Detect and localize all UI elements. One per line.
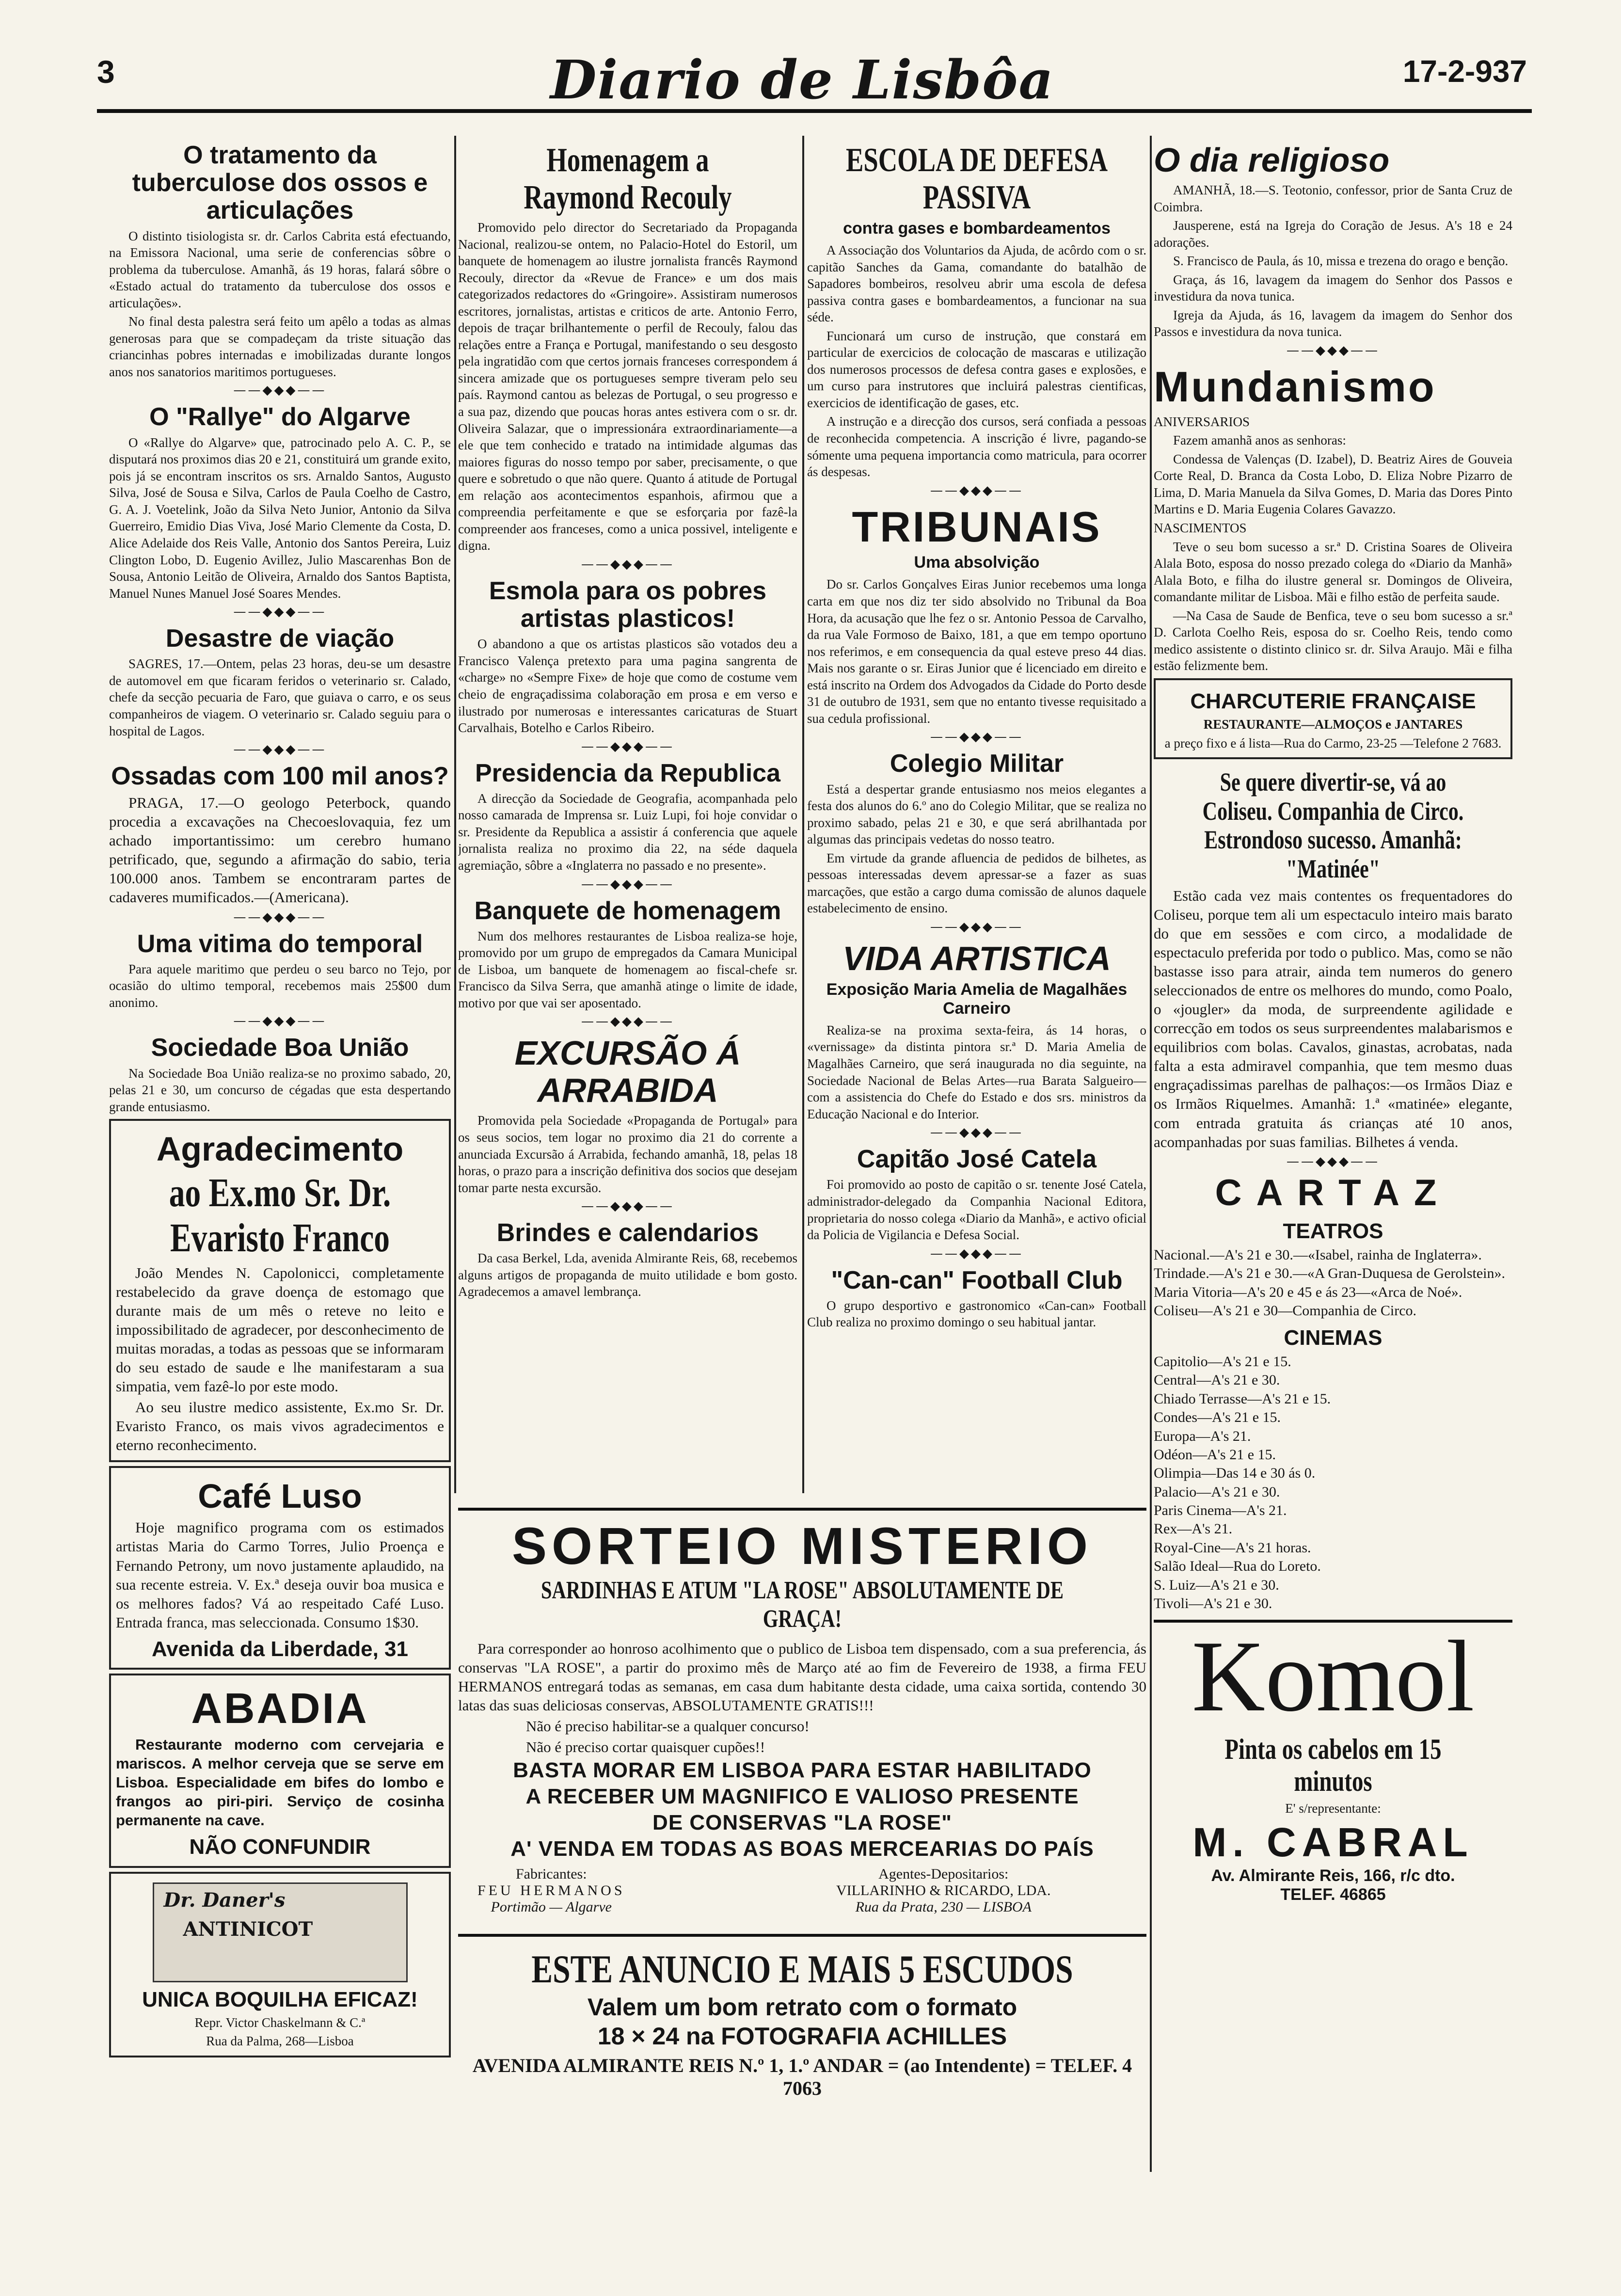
ad-address: Av. Almirante Reis, 166, r/c dto. bbox=[1211, 1866, 1455, 1885]
article-title: ESCOLA DE DEFESA PASSIVA bbox=[845, 142, 1108, 216]
notice-text: Ao seu ilustre medico assistente, Ex.mo Sr. Dr. Evaristo Franco, os mais vivos agradecimentos e eterno reconhecimento. bbox=[116, 1399, 444, 1454]
divider-ornament: ——◆◆◆—— bbox=[581, 739, 674, 754]
article-text: O distinto tisiologista sr. dr. Carlos Cabrita está efectuando, na Emissora Nacional, uma serie de conferencias sôbre o problema da tuberculose. Amanhã, ás 19 horas, falará sôbre o «Estado actual do tratamento da tuberculose dos ossos e articulações». bbox=[109, 228, 451, 310]
article-title: Homenagem a Raymond Recouly bbox=[524, 142, 732, 216]
article-text: Para aquele maritimo que perdeu o seu barco no Tejo, por ocasião do ultimo temporal, recebemos mais 25$00 dum anonimo. bbox=[109, 961, 451, 1010]
ad-text: a preço fixo e á lista—Rua do Carmo, 23-25 —Telefone 2 7683. bbox=[1164, 735, 1502, 750]
ad-subtitle: SARDINHAS E ATUM "LA ROSE" ABSOLUTAMENTE DE GRAÇA! bbox=[540, 1577, 1064, 1633]
article-title: "Can-can" Football Club bbox=[831, 1266, 1123, 1294]
article-title: EXCURSÃO Á ARRABIDA bbox=[514, 1034, 741, 1110]
notice-title: Agradecimento bbox=[156, 1130, 404, 1168]
article-text: O abandono a que os artistas plasticos são votados deu a Francisco Valença pretexto para uma pagina sangrenta de «charge» no «Sempre Fixe» de hoje que como de costume vem cheio de engraçadissima colaboração em prosa e em verso e ilustrado por numerosas e interessantes caricaturas de Stuart Carvalhais, Botelho e Carlos Ribeiro. bbox=[458, 637, 797, 735]
article-title: Uma vitima do temporal bbox=[137, 929, 423, 958]
sorteio-ad bbox=[458, 1508, 1146, 2283]
column-rule bbox=[802, 136, 804, 1493]
listing-item: Palacio—A's 21 e 30. bbox=[1154, 1483, 1280, 1500]
agradecimento-notice bbox=[109, 1119, 451, 1462]
ad-text: Restaurante moderno com cervejaria e mariscos. A melhor cerveja que se serve em Lisboa. Especialidade em bifes do lombo e frangos ao piri-piri. Serviço de cosinha permanente na cave. bbox=[116, 1736, 444, 1829]
article-title: O "Rallye" do Algarve bbox=[149, 403, 411, 431]
ad-text: 18 × 24 na FOTOGRAFIA ACHILLES bbox=[597, 2023, 1007, 2050]
dep-name: VILLARINHO & RICARDO, LDA. bbox=[836, 1882, 1051, 1899]
listing-item: Nacional.—A's 21 e 30.—«Isabel, rainha de Inglaterra». bbox=[1154, 1247, 1482, 1263]
article-text: Funcionará um curso de instrução, que constará em particular de exercicios de colocação de mascaras e utilização dos numerosos processos de defesa contra gases e explosões, e um curso para instrutores que incluirá palestras cientificas, exercicios de identificação de gases, etc. bbox=[807, 328, 1146, 410]
column-rule bbox=[1150, 136, 1152, 2172]
listing-item: S. Luiz—A's 21 e 30. bbox=[1154, 1577, 1279, 1593]
charcuterie-ad bbox=[1154, 678, 1512, 759]
divider-ornament: ——◆◆◆—— bbox=[930, 919, 1023, 934]
divider-ornament: ——◆◆◆—— bbox=[930, 730, 1023, 745]
fab-label: Fabricantes: bbox=[515, 1866, 587, 1882]
article-text: Num dos melhores restaurantes de Lisboa realiza-se hoje, promovido por um grupo de empregados da Camara Municipal de Lisboa, um banquete de homenagem ao fiscal-chefe sr. Francisco da Silva Serra, que amanhã atinge o limite de idade, motivo por que vai ser aposentado. bbox=[458, 928, 797, 1010]
ad-tagline: UNICA BOQUILHA EFICAZ! bbox=[142, 1987, 418, 2011]
cafe-luso-ad bbox=[109, 1466, 451, 1670]
divider-ornament: ——◆◆◆—— bbox=[233, 1014, 327, 1029]
section-title: O dia religioso bbox=[1154, 141, 1390, 179]
article-text: A instrução e a direcção dos cursos, será confiada a pessoas de reconhecida competencia. A inscrição é livre, pagando-se sómente uma pequena importancia como matricula, para ocorrer ás despesas. bbox=[807, 414, 1146, 479]
listing-item: Rex—A's 21. bbox=[1154, 1521, 1233, 1537]
column-3 bbox=[807, 136, 1146, 1493]
ad-text: Rua da Palma, 268—Lisboa bbox=[206, 2034, 354, 2049]
divider-ornament: ——◆◆◆—— bbox=[581, 1014, 674, 1029]
article-title: Presidencia da Republica bbox=[475, 759, 781, 787]
ad-text: Valem um bom retrato com o formato bbox=[587, 1993, 1017, 2021]
ad-text: Não é preciso habilitar-se a qualquer concurso! bbox=[526, 1718, 810, 1735]
listing-item: Olimpia—Das 14 e 30 ás 0. bbox=[1154, 1465, 1316, 1482]
article-title: Colegio Militar bbox=[890, 749, 1064, 778]
representative-name: M. CABRAL bbox=[1192, 1819, 1474, 1865]
ad-bold-line: A' VENDA EM TODAS AS BOAS MERCEARIAS DO PAÍS bbox=[510, 1837, 1094, 1861]
ad-address: AVENIDA ALMIRANTE REIS N.º 1, 1.º ANDAR = (ao Intendente) = TELEF. 4 7063 bbox=[472, 2055, 1132, 2100]
ad-text: Para corresponder ao honroso acolhimento que o publico de Lisboa tem dispensado, com a sua preferencia, ás conservas "LA ROSE", a partir do proximo mês de Março até ao fim de Fevereiro de 1938, a firma FEU HERMANOS entregará todas as semanas, em casa dum habitante desta cidade, uma caixa sortida, contendo 30 latas das suas deliciosas conservas, ABSOLUTAMENTE GRATIS!!! bbox=[458, 1640, 1146, 1714]
ad-tagline: Pinta os cabelos em 15 minutos bbox=[1224, 1733, 1442, 1798]
notice-subtitle: ao Ex.mo Sr. Dr. Evaristo Franco bbox=[169, 1170, 391, 1260]
article-text: Fazem amanhã anos as senhoras: bbox=[1173, 433, 1346, 448]
divider-ornament: ——◆◆◆—— bbox=[930, 1246, 1023, 1261]
article-title: Esmola para os pobres artistas plasticos! bbox=[489, 576, 767, 633]
article-text: Promovida pela Sociedade «Propaganda de Portugal» para os seus socios, tem logar no proximo dia 21 do corrente a anunciada Excursão á Arrabida, fechando amanhã, 18, pelas 18 horas, o prazo para a inscrição definitiva dos socios que desejam tomar parte nesta excursão. bbox=[458, 1113, 797, 1195]
column-1 bbox=[109, 136, 451, 2172]
article-text: A direcção da Sociedade de Geografia, acompanhada pelo nosso camarada de Imprensa sr. Luiz Lupi, foi hoje convidar o sr. Presidente da Republica a assistir á conferencia que aquele jornalista realiza no proximo dia 22, na séde daquela agremiação, sôbre a «Inglaterra no passado e no presente». bbox=[458, 791, 797, 873]
article-title: TRIBUNAIS bbox=[852, 502, 1102, 551]
column-2 bbox=[458, 136, 797, 1493]
article-text: Condessa de Valenças (D. Izabel), D. Beatriz Aires de Gouveia Corte Real, D. Branca da Costa Lobo, D. Eliza Nobre Pizarro de Lima, D. Maria Manuela da Silva Gomes, D. Maria das Dores Pinto Martins e D. Maria Eugenia Colares Gavazzo. bbox=[1154, 451, 1512, 517]
ad-title: CHARCUTERIE FRANÇAISE bbox=[1190, 689, 1476, 713]
listing-item: Condes—A's 21 e 15. bbox=[1154, 1409, 1281, 1426]
ad-title: ABADIA bbox=[191, 1684, 369, 1733]
brand-label: Dr. Daner's bbox=[163, 1888, 286, 1912]
listing-item: Europa—A's 21. bbox=[1154, 1428, 1251, 1444]
divider-ornament: ——◆◆◆—— bbox=[581, 877, 674, 892]
teatros-label: TEATROS bbox=[1283, 1219, 1383, 1243]
listing-item: Coliseu—A's 21 e 30—Companhia de Circo. bbox=[1154, 1303, 1417, 1319]
article-text: Jausperene, está na Igreja do Coração de Jesus. A's 18 e 24 adorações. bbox=[1154, 218, 1512, 250]
achilles-ad bbox=[458, 1934, 1146, 2100]
teatros-list bbox=[1154, 1246, 1512, 1321]
article-title: O tratamento da tuberculose dos ossos e articulações bbox=[132, 141, 428, 225]
article-text: PRAGA, 17.—O geologo Peterbock, quando procedia a excavações na Checoeslovaquia, fez um achado importantissimo: um cerebro humano petrificado, que, segundo a afirmação do sabio, teria 100.000 anos. Tambem se encontraram partes de cadaveres mumificados.—(Americana). bbox=[109, 794, 451, 906]
masthead-rule bbox=[97, 109, 1532, 113]
listing-item: Royal-Cine—A's 21 horas. bbox=[1154, 1539, 1311, 1556]
listing-item: Paris Cinema—A's 21. bbox=[1154, 1502, 1287, 1519]
article-title: Capitão José Catela bbox=[857, 1145, 1097, 1174]
column-4 bbox=[1154, 136, 1512, 2172]
divider-ornament: ——◆◆◆—— bbox=[233, 909, 327, 925]
divider-ornament: ——◆◆◆—— bbox=[233, 383, 327, 398]
article-text: Está a despertar grande entusiasmo nos meios elegantes a festa dos alunos do 6.º ano do Colegio Militar, que se realiza no proximo sabado, pelas 21 e 30, e que será abrilhantada por algumas das principais vedetas do nosso teatro. bbox=[807, 781, 1146, 847]
divider-ornament: ——◆◆◆—— bbox=[930, 1125, 1023, 1140]
divider-ornament: ——◆◆◆—— bbox=[930, 483, 1023, 498]
ad-bold-line: BASTA MORAR EM LISBOA PARA ESTAR HABILITADO bbox=[513, 1758, 1092, 1783]
page-number: 3 bbox=[97, 54, 115, 90]
article-text: Do sr. Carlos Gonçalves Eiras Junior recebemos uma longa carta em que nos diz ter sido absolvido no Tribunal da Boa Hora, da acusação que lhe fez o sr. Antonio Pessoa de Carvalho, da rua Vale Formoso de Baixo, 181, a que em tempo oportuno nos referimos, e em consequencia da qual esteve preso 44 dias. Mais nos garante o sr. Eiras Junior que é licenciado em direito e está inscrito na Ordem dos Advogados da Cidade do Porto desde 31 de outubro de 1931, sem que no entanto tivesse requisitado a sua cedula profissional. bbox=[807, 577, 1146, 726]
divider-ornament: ——◆◆◆—— bbox=[581, 557, 674, 572]
article-title: Sociedade Boa União bbox=[151, 1034, 409, 1062]
article-text: No final desta palestra será feito um apêlo a todas as almas generosas para que se compadeçam da triste situação das criancinhas pobres internadas e imobilizadas durante longos anos nos sanatorios maritimos portugueses. bbox=[109, 314, 451, 379]
issue-date: 17-2-937 bbox=[1402, 54, 1527, 89]
divider-ornament: ——◆◆◆—— bbox=[581, 1199, 674, 1214]
listing-item: Tivoli—A's 21 e 30. bbox=[1154, 1595, 1272, 1612]
listing-item: Capitolio—A's 21 e 15. bbox=[1154, 1353, 1291, 1370]
abadia-ad bbox=[109, 1674, 451, 1867]
article-subtitle: contra gases e bombardeamentos bbox=[843, 219, 1111, 238]
depositarios bbox=[836, 1866, 1050, 1915]
ad-footer: NÃO CONFUNDIR bbox=[189, 1835, 371, 1859]
article-text: SAGRES, 17.—Ontem, pelas 23 horas, deu-se um desastre de automovel em que ficaram feridos o veterinario sr. Calado, chefe da secção pecuaria de Faro, que guiava o carro, e os seus companheiros de viagem. O veterinario sr. Calado seguiu para o hospital de Lagos. bbox=[109, 656, 451, 738]
article-text: Da casa Berkel, Lda, avenida Almirante Reis, 68, recebemos alguns artigos de propaganda de muito utilidade e bom gosto. Agradecemos a amavel lembrança. bbox=[458, 1251, 797, 1299]
ad-text: Não é preciso cortar quaisquer cupões!! bbox=[526, 1738, 765, 1756]
cigarette-holder-box-illustration bbox=[153, 1882, 408, 1982]
notice-text: João Mendes N. Capolonicci, completamente restabelecido da grave doença de estomago que durante mais de um mês o reteve no leito e impossibilitado de agradecer, por desconhecimento de muitas moradas, a todas as pessoas que se informaram do seu estado de saude e lhe manifestaram a sua simpatia, vem fazê-lo por este modo. bbox=[116, 1264, 444, 1395]
divider-ornament: ——◆◆◆—— bbox=[233, 605, 327, 620]
ad-bold-line: A RECEBER UM MAGNIFICO E VALIOSO PRESENTE bbox=[525, 1785, 1079, 1809]
divider-ornament: ——◆◆◆—— bbox=[1287, 1154, 1380, 1169]
section-subhead: ANIVERSARIOS bbox=[1154, 414, 1250, 429]
fab-name: FEU HERMANOS bbox=[477, 1882, 625, 1899]
komol-ad bbox=[1154, 1620, 1512, 1904]
article-text: Teve o seu bom sucesso a sr.ª D. Cristina Soares de Oliveira Alala Boto, esposa do nosso prezado colega do «Diario da Manhã» Alala Boto, e filha do ilustre general sr. Domingos de Oliveira, comandante militar de Lisboa. Mãi e filho estão de perfeita saude. bbox=[1154, 539, 1512, 605]
ad-bold-line: DE CONSERVAS "LA ROSE" bbox=[652, 1811, 952, 1835]
article-text: A Associação dos Voluntarios da Ajuda, de acôrdo com o sr. capitão Sanches da Gama, comandante do batalhão de Sapadores bombeiros, resolveu abrir uma escola de defesa passiva contra gases e bombardeamentos, a funcionar na sua séde. bbox=[807, 243, 1146, 325]
ad-phone: TELEF. 46865 bbox=[1280, 1885, 1386, 1904]
article-text: —Na Casa de Saude de Benfica, teve o seu bom sucesso a sr.ª D. Carlota Coelho Reis, esposa do sr. Coelho Reis, tendo como medico assistente o distinto clinico sr. dr. Silva Araujo. Mãi e filha estão felizmente bem. bbox=[1154, 608, 1512, 673]
cinemas-label: CINEMAS bbox=[1284, 1325, 1383, 1350]
boquilha-ad bbox=[109, 1872, 451, 2057]
ad-title: Café Luso bbox=[198, 1477, 362, 1515]
article-text: Graça, ás 16, lavagem da imagem do Senhor dos Passos e investidura da nova tunica. bbox=[1154, 272, 1512, 304]
dep-place: Rua da Prata, 230 — LISBOA bbox=[855, 1899, 1032, 1915]
article-text: S. Francisco de Paula, ás 10, missa e trezena do orago e benção. bbox=[1173, 254, 1509, 269]
fab-place: Portimão — Algarve bbox=[491, 1899, 612, 1915]
divider-ornament: ——◆◆◆—— bbox=[1287, 343, 1380, 358]
listing-item: Maria Vitoria—A's 20 e 45 e ás 23—«Arca de Noé». bbox=[1154, 1284, 1462, 1300]
article-title: VIDA ARTISTICA bbox=[842, 939, 1111, 977]
divider-ornament: ——◆◆◆—— bbox=[233, 742, 327, 757]
ad-address: Avenida da Liberdade, 31 bbox=[152, 1637, 408, 1661]
ad-title: SORTEIO MISTERIO bbox=[511, 1516, 1093, 1575]
article-text: Promovido pelo director do Secretariado da Propaganda Nacional, realizou-se ontem, no Palacio-Hotel do Estoril, um banquete de homenagem ao ilustre jornalista francês Raymond Recouly, director da «Revue de France» e um dos mais categorizados redactores do «Gringoire». Assistiram numerosos escritores, jornalistas, artistas e criticos de arte. Antonio Ferro, depois de traçar brilhantemente o perfil de Recouly, falou das relações entre a França e Portugal, manifestando o seu desgosto pela ingratidão com que certos jornais franceses correspondem á sincera amizade que os portugueses sempre tiveram pelo seu país. Raymond cantou as belezas de Portugal, o seu progresso e a sua paz, dizendo que poucas horas antes estivera com o sr. dr. Oliveira Salazar, que o impressionára extraordinariamente—a ele que tem conhecido e tratado na intimidade algumas das maiores figuras do nosso tempo por saber, precisamente, o que quere e sobretudo o que não quere. Quanto á atitude de Portugal em relação aos acontecimentos espanhois, afirmou que a compreendia perfeitamente e que se esforçaria por fazê-la compreender aos franceses, como a unica possivel, inteligente e digna. bbox=[458, 220, 797, 553]
ad-title: ESTE ANUNCIO E MAIS 5 ESCUDOS bbox=[531, 1947, 1073, 1992]
article-text: Foi promovido ao posto de capitão o sr. tenente José Catela, administrador-delegado da Companhia Nacional Editora, proprietaria do nosso colega «Diario da Manhã», e activo oficial da Policia de Vigilancia e Defesa Social. bbox=[807, 1177, 1146, 1243]
listing-item: Odéon—A's 21 e 15. bbox=[1154, 1446, 1276, 1463]
column-rule bbox=[454, 136, 456, 1493]
article-title: Desastre de viação bbox=[165, 624, 395, 653]
product-label: ANTINICOT bbox=[183, 1917, 313, 1941]
article-text: Estão cada vez mais contentes os frequentadores do Coliseu, porque tem ali um espectaculo inteiro mais barato do que em sessões e com circo, a modalidade de espectaculo preferida por todo o publico. Mas, como se não bastasse isso para atrair, ainda tem numeros do genero seleccionados de entre os melhores do mundo, como Poalo, o «jougler» da moda, de surpreendente agilidade e correcção em todos os seus surpreendentes malabarismos e equilibrios com bolas. Cavalos, ginastas, acrobatas, nada falta a esta admiravel companhia, que tem mesmo duas engraçadissimas parelhas de palhaços:—os Irmãos Diaz e os Irmãos Riquelmes. Amanhã: 1.ª «matinée» elegante, com entrada gratuita ás crianças até 10 anos, acompanhadas por suas familias. Bilhetes á venda. bbox=[1154, 887, 1512, 1150]
ad-text: Repr. Victor Chaskelmann & C.ª bbox=[194, 2015, 366, 2030]
article-text: AMANHÃ, 18.—S. Teotonio, confessor, prior de Santa Cruz de Coimbra. bbox=[1154, 183, 1512, 214]
coliseu-headline: Se quere divertir-se, vá ao Coliseu. Companhia de Circo. Estrondoso sucesso. Amanhã: "Matinée" bbox=[1202, 767, 1464, 883]
article-text: Na Sociedade Boa União realiza-se no proximo sabado, 20, pelas 21 e 30, um concurso de cégadas que esta despertando grande entusiasmo. bbox=[109, 1066, 451, 1114]
article-title: Banquete de homenagem bbox=[474, 896, 781, 925]
sorteio-box bbox=[458, 1508, 1146, 1915]
section-title: Mundanismo bbox=[1154, 362, 1436, 411]
article-text: O grupo desportivo e gastronomico «Can-can» Football Club realiza no proximo domingo o seu habitual jantar. bbox=[807, 1298, 1146, 1330]
article-text: Realiza-se na proxima sexta-feira, ás 14 horas, o «vernissage» da distinta pintora sr.ª D. Maria Amelia de Magalhães Carneiro, que será inaugurada no dia seguinte, na Sociedade Nacional de Belas Artes—rua Barata Salgueiro—com a assistencia do Chefe do Estado e dos srs. ministros da Educação Nacional e do Interior. bbox=[807, 1022, 1146, 1121]
ad-text: Hoje magnifico programa com os estimados artistas Maria do Carmo Torres, Julio Proença e Fernando Petrony, um novo justamente aplaudido, na sua recente estreia. V. Ex.ª deseja ouvir boa musica e os melhores fados? Vá ao respeitado Café Luso. Entrada franca, mas seleccionada. Consumo 1$30. bbox=[116, 1519, 444, 1631]
ad-footer bbox=[458, 1866, 1146, 1915]
cinemas-list bbox=[1154, 1353, 1512, 1613]
listing-item: Central—A's 21 e 30. bbox=[1154, 1372, 1280, 1388]
listing-item: Salão Ideal—Rua do Loreto. bbox=[1154, 1558, 1321, 1575]
article-title: Ossadas com 100 mil anos? bbox=[111, 762, 449, 791]
article-text: Em virtude da grande afluencia de pedidos de bilhetes, as pessoas interessadas devem apressar-se a fazer as suas marcações, que estão a cargo duma comissão de alunos daquele estabelecimento de ensino. bbox=[807, 850, 1146, 916]
fabricantes bbox=[477, 1866, 625, 1915]
listing-item: Chiado Terrasse—A's 21 e 15. bbox=[1154, 1390, 1331, 1407]
article-title: Brindes e calendarios bbox=[496, 1219, 759, 1247]
ad-text: RESTAURANTE—ALMOÇOS e JANTARES bbox=[1203, 717, 1463, 732]
dep-label: Agentes-Depositarios: bbox=[878, 1866, 1009, 1882]
newspaper-title: Diario de Lisbôa bbox=[550, 48, 1054, 111]
article-subtitle: Uma absolvição bbox=[914, 553, 1040, 572]
ad-text: E' s/representante: bbox=[1285, 1801, 1381, 1816]
cartaz-title: CARTAZ bbox=[1215, 1172, 1451, 1213]
article-subtitle: Exposição Maria Amelia de Magalhães Carneiro bbox=[826, 980, 1128, 1018]
komol-logo: Komol bbox=[1192, 1620, 1475, 1733]
section-subhead: NASCIMENTOS bbox=[1154, 521, 1247, 535]
article-text: Igreja da Ajuda, ás 16, lavagem da imagem do Senhor dos Passos e investidura da nova tunica. bbox=[1154, 307, 1512, 339]
listing-item: Trindade.—A's 21 e 30.—«A Gran-Duquesa de Gerolstein». bbox=[1154, 1265, 1506, 1282]
article-text: O «Rallye do Algarve» que, patrocinado pelo A. C. P., se disputará nos proximos dias 20 e 21, constituirá um grande exito, pois já se encontram inscritos os srs. Arnaldo Santos, Augusto Silva, José de Sousa e Silva, Carlos de Paula Coelho de Castro, G. A. J. Voetelink, João da Silva Neto Junior, Antonio da Silva Guerreiro, Emidio Dias Viva, José Mario Clemente da Costa, D. Alice Adelaide dos Reis Valle, Antonio dos Santos Pereira, Luiz Clington Lobo, D. Eugenio Avillez, Julio Mascarenhas Bon de Sousa, Antonio Leitão de Oliveira, Arnaldo dos Santos Baptista, Manuel Nunes Manuel José Soares Mendes. bbox=[109, 435, 451, 601]
